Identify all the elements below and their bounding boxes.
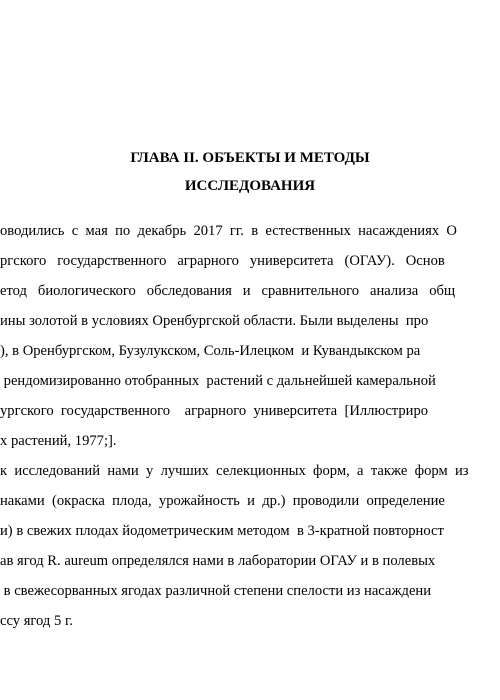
body-line-1: оводились с мая по декабрь 2017 гг. в естественных насаждениях О xyxy=(0,223,457,239)
body-line-9: к исследований нами у лучших селекционных форм, а также форм из xyxy=(0,463,469,479)
body-line-12: ав ягод R. aureum определялся нами в лаборатории ОГАУ и в полевых xyxy=(0,553,436,569)
body-line-14: ссу ягод 5 г. xyxy=(0,613,73,629)
chapter-title-line-2: ИССЛЕДОВАНИЯ xyxy=(184,178,316,194)
body-line-5: ), в Оренбургском, Бузулукском, Соль-Илецком и Кувандыкском ра xyxy=(0,343,421,359)
body-line-7: ургского государственного аграрного университета [Иллюстриро xyxy=(0,403,429,419)
body-line-4: ины золотой в условиях Оренбургской области. Были выделены про xyxy=(0,313,429,329)
body-line-3: етод биологического обследования и сравнительного анализа общ xyxy=(0,283,456,299)
body-line-11: и) в свежих плодах йодометрическим методом в 3-кратной повторност xyxy=(0,523,444,539)
body-line-2: ргского государственного аграрного университета (ОГАУ). Основ xyxy=(0,253,445,269)
body-line-10: наками (окраска плода, урожайность и др.) проводили определение xyxy=(0,493,445,509)
body-line-8: х растений, 1977;]. xyxy=(0,433,117,449)
body-line-6: рендомизированно отобранных растений с дальнейшей камеральной xyxy=(0,373,436,389)
chapter-title-line-1: ГЛАВА II. ОБЪЕКТЫ И МЕТОДЫ xyxy=(130,150,370,166)
body-line-13: в свежесорванных ягодах различной степени спелости из насаждени xyxy=(0,583,432,599)
